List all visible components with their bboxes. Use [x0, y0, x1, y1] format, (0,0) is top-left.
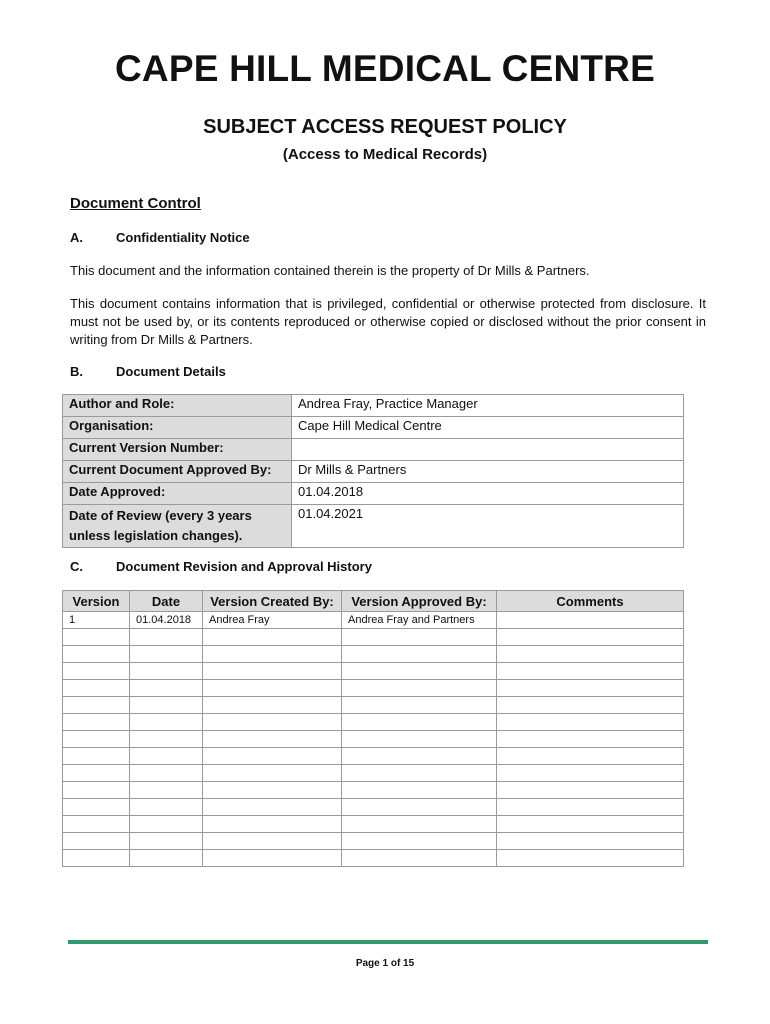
table-cell	[63, 731, 130, 748]
table-cell	[63, 765, 130, 782]
detail-label: Organisation:	[63, 417, 292, 439]
column-header-created-by: Version Created By:	[203, 591, 342, 612]
table-row	[63, 646, 684, 663]
table-cell	[203, 646, 342, 663]
table-cell	[63, 833, 130, 850]
table-cell	[63, 646, 130, 663]
table-cell	[63, 629, 130, 646]
table-cell	[203, 680, 342, 697]
section-letter-b: B.	[70, 364, 83, 379]
table-row	[63, 731, 684, 748]
page-number: Page 1 of 15	[355, 958, 415, 969]
table-cell	[497, 680, 684, 697]
table-row	[63, 714, 684, 731]
table-cell	[203, 714, 342, 731]
detail-label: Date of Review (every 3 years unless legislation changes).	[63, 505, 292, 548]
table-row	[63, 663, 684, 680]
table-cell	[497, 697, 684, 714]
table-cell	[497, 714, 684, 731]
table-cell	[130, 748, 203, 765]
table-cell	[497, 816, 684, 833]
column-header-approved-by: Version Approved By:	[342, 591, 497, 612]
footer-divider	[68, 940, 708, 944]
table-row	[63, 612, 684, 629]
table-cell	[130, 646, 203, 663]
confidentiality-paragraph-1: This document and the information contained therein is the property of Dr Mills & Partners.	[70, 263, 590, 278]
policy-title: SUBJECT ACCESS REQUEST POLICY	[203, 116, 567, 138]
table-row	[63, 782, 684, 799]
document-control-heading: Document Control	[70, 195, 201, 212]
section-letter-a: A.	[70, 230, 83, 245]
table-cell	[130, 663, 203, 680]
table-cell: Andrea Fray and Partners	[342, 612, 497, 629]
table-cell	[63, 697, 130, 714]
table-cell	[342, 680, 497, 697]
table-cell	[203, 663, 342, 680]
page-title: CAPE HILL MEDICAL CENTRE	[115, 48, 655, 89]
table-cell	[497, 663, 684, 680]
table-cell	[497, 833, 684, 850]
table-cell	[203, 765, 342, 782]
detail-value: Dr Mills & Partners	[292, 461, 684, 483]
section-title-b: Document Details	[116, 364, 226, 379]
confidentiality-paragraph-2: This document contains information that is privileged, confidential or otherwise protected from disclosure. It must not be used by, or its contents reproduced or otherwise copied or disclosed without the prior consent in writing from Dr Mills & Partners.	[70, 296, 706, 347]
table-cell	[130, 629, 203, 646]
table-cell	[497, 731, 684, 748]
detail-label: Author and Role:	[63, 395, 292, 417]
detail-value: 01.04.2018	[292, 483, 684, 505]
table-cell	[130, 680, 203, 697]
table-cell	[342, 697, 497, 714]
table-row	[63, 505, 684, 548]
table-cell	[342, 816, 497, 833]
table-row	[63, 629, 684, 646]
table-cell	[342, 663, 497, 680]
table-cell	[130, 833, 203, 850]
table-cell	[203, 816, 342, 833]
table-cell	[342, 782, 497, 799]
table-cell	[63, 816, 130, 833]
column-header-date: Date	[130, 591, 203, 612]
table-cell	[497, 799, 684, 816]
table-cell	[130, 782, 203, 799]
table-row	[63, 461, 684, 483]
table-cell	[130, 799, 203, 816]
table-cell	[203, 799, 342, 816]
table-row	[63, 850, 684, 867]
table-cell	[342, 799, 497, 816]
table-row	[63, 765, 684, 782]
table-cell	[203, 629, 342, 646]
table-row	[63, 483, 684, 505]
table-cell	[497, 612, 684, 629]
detail-label: Current Document Approved By:	[63, 461, 292, 483]
revision-history-heading	[70, 559, 372, 574]
table-cell	[342, 748, 497, 765]
table-cell	[63, 663, 130, 680]
table-cell	[342, 714, 497, 731]
table-row	[63, 439, 684, 461]
table-cell	[63, 782, 130, 799]
table-row	[63, 833, 684, 850]
table-cell	[497, 850, 684, 867]
table-cell	[130, 816, 203, 833]
table-cell	[130, 731, 203, 748]
table-cell	[130, 697, 203, 714]
table-cell	[63, 748, 130, 765]
section-letter-c: C.	[70, 559, 83, 574]
detail-value: 01.04.2021	[292, 505, 684, 548]
table-row	[63, 417, 684, 439]
table-cell	[203, 782, 342, 799]
table-cell	[130, 765, 203, 782]
table-cell	[203, 850, 342, 867]
table-cell	[203, 731, 342, 748]
table-cell	[342, 833, 497, 850]
section-title-c: Document Revision and Approval History	[116, 559, 372, 574]
confidentiality-notice-heading	[70, 230, 250, 245]
table-cell	[497, 782, 684, 799]
table-cell	[342, 731, 497, 748]
detail-value: Andrea Fray, Practice Manager	[292, 395, 684, 417]
table-cell	[203, 833, 342, 850]
column-header-comments: Comments	[497, 591, 684, 612]
table-cell	[342, 646, 497, 663]
table-cell	[63, 850, 130, 867]
table-row	[63, 680, 684, 697]
detail-label: Current Version Number:	[63, 439, 292, 461]
table-row	[63, 799, 684, 816]
table-cell	[497, 748, 684, 765]
table-cell	[130, 850, 203, 867]
policy-subtitle: (Access to Medical Records)	[282, 146, 488, 163]
table-cell: 01.04.2018	[130, 612, 203, 629]
table-cell	[203, 697, 342, 714]
revision-history-table	[62, 590, 684, 867]
table-row	[63, 748, 684, 765]
table-row	[63, 816, 684, 833]
table-cell	[497, 646, 684, 663]
detail-value: Cape Hill Medical Centre	[292, 417, 684, 439]
table-cell	[497, 629, 684, 646]
table-cell	[203, 748, 342, 765]
table-cell	[63, 680, 130, 697]
table-cell	[497, 765, 684, 782]
document-details-heading	[70, 364, 226, 379]
document-details-table	[62, 394, 684, 548]
table-cell	[342, 765, 497, 782]
table-cell	[130, 714, 203, 731]
table-cell	[342, 629, 497, 646]
detail-value	[292, 439, 684, 461]
table-row	[63, 395, 684, 417]
column-header-version: Version	[63, 591, 130, 612]
table-cell	[342, 850, 497, 867]
table-cell	[63, 714, 130, 731]
detail-label: Date Approved:	[63, 483, 292, 505]
table-cell	[63, 799, 130, 816]
table-cell: 1	[63, 612, 130, 629]
table-header-row	[63, 591, 684, 612]
section-title-a: Confidentiality Notice	[116, 230, 250, 245]
table-row	[63, 697, 684, 714]
table-cell: Andrea Fray	[203, 612, 342, 629]
